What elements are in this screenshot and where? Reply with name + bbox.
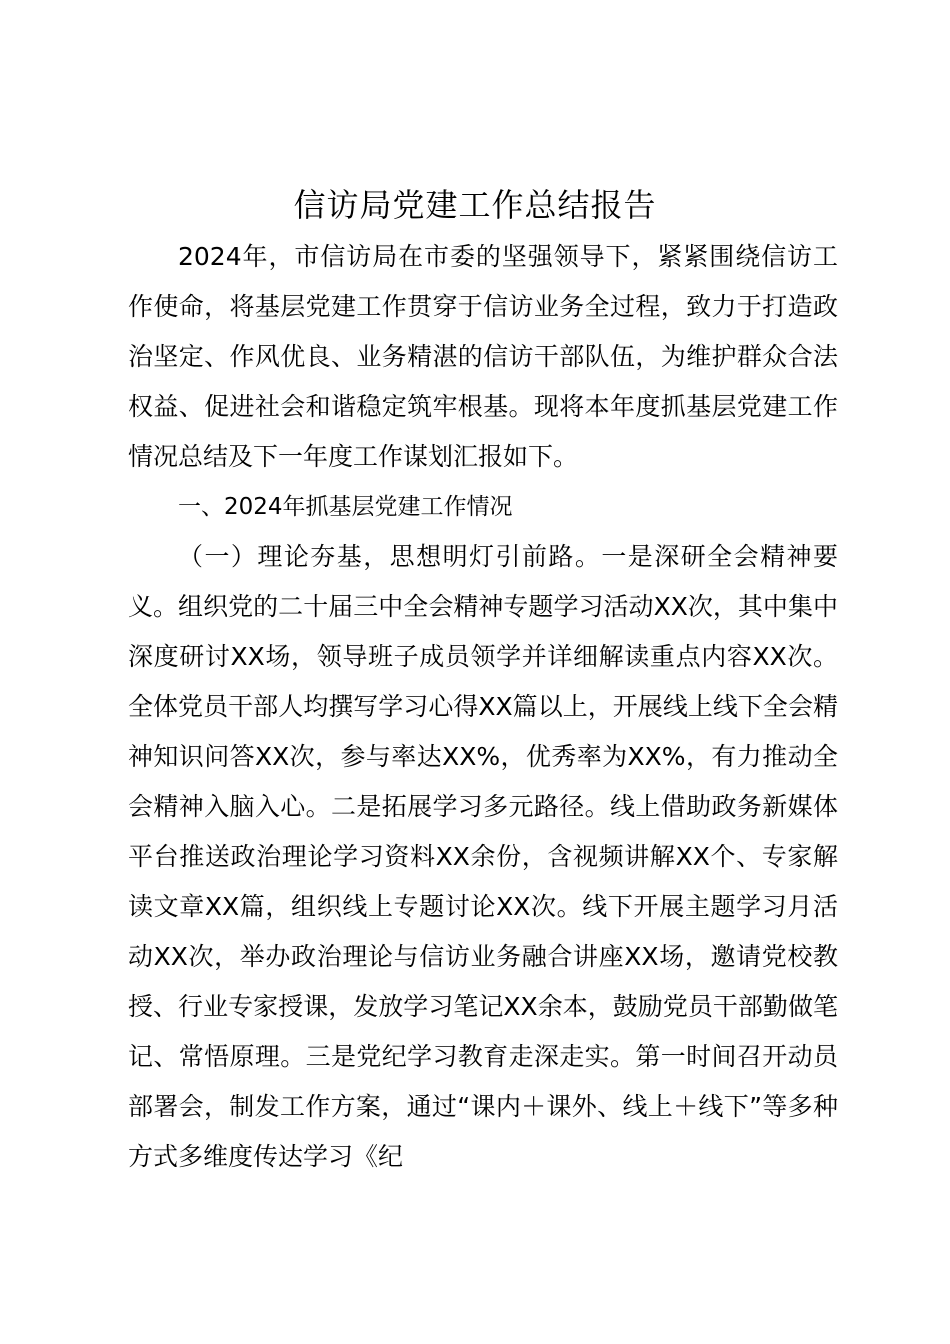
document-title: 信访局党建工作总结报告: [293, 186, 657, 224]
section-paragraph: （一）理论夯基，思想明灯引前路。一是深研全会精神要义。组织党的二十届三中全会精神专题学习活动XX次，其中集中深度研讨XX场，领导班子成员领学并详细解读重点内容XX次。全体党员干部人均撰写学习心得XX篇以上，开展线上线下全会精神知识问答XX次，参与率达XX%，优秀率为XX%，有力推动全会精神入脑入心。二是拓展学习多元路径。线上借助政务新媒体平台推送政治理论学习资料XX余份，含视频讲解XX个、专家解读文章XX篇，组织线上专题讨论XX次。线下开展主题学习月活动XX次，举办政治理论与信访业务融合讲座XX场，邀请党校教授、行业专家授课，发放学习笔记XX余本，鼓励党员干部勤做笔记、常悟原理。三是党纪学习教育走深走实。第一时间召开动员部署会，制发工作方案，通过“课内＋课外、线上＋线下”等多种方式多维度传达学习《纪: [128, 542, 838, 1171]
intro-paragraph: 2024年，市信访局在市委的坚强领导下，紧紧围绕信访工作使命，将基层党建工作贯穿于信访业务全过程，致力于打造政治坚定、作风优良、业务精湛的信访干部队伍，为维护群众合法权益、促进社会和谐稳定筑牢根基。现将本年度抓基层党建工作情况总结及下一年度工作谋划汇报如下。: [128, 242, 838, 471]
section-heading: 一、2024年抓基层党建工作情况: [178, 494, 513, 520]
